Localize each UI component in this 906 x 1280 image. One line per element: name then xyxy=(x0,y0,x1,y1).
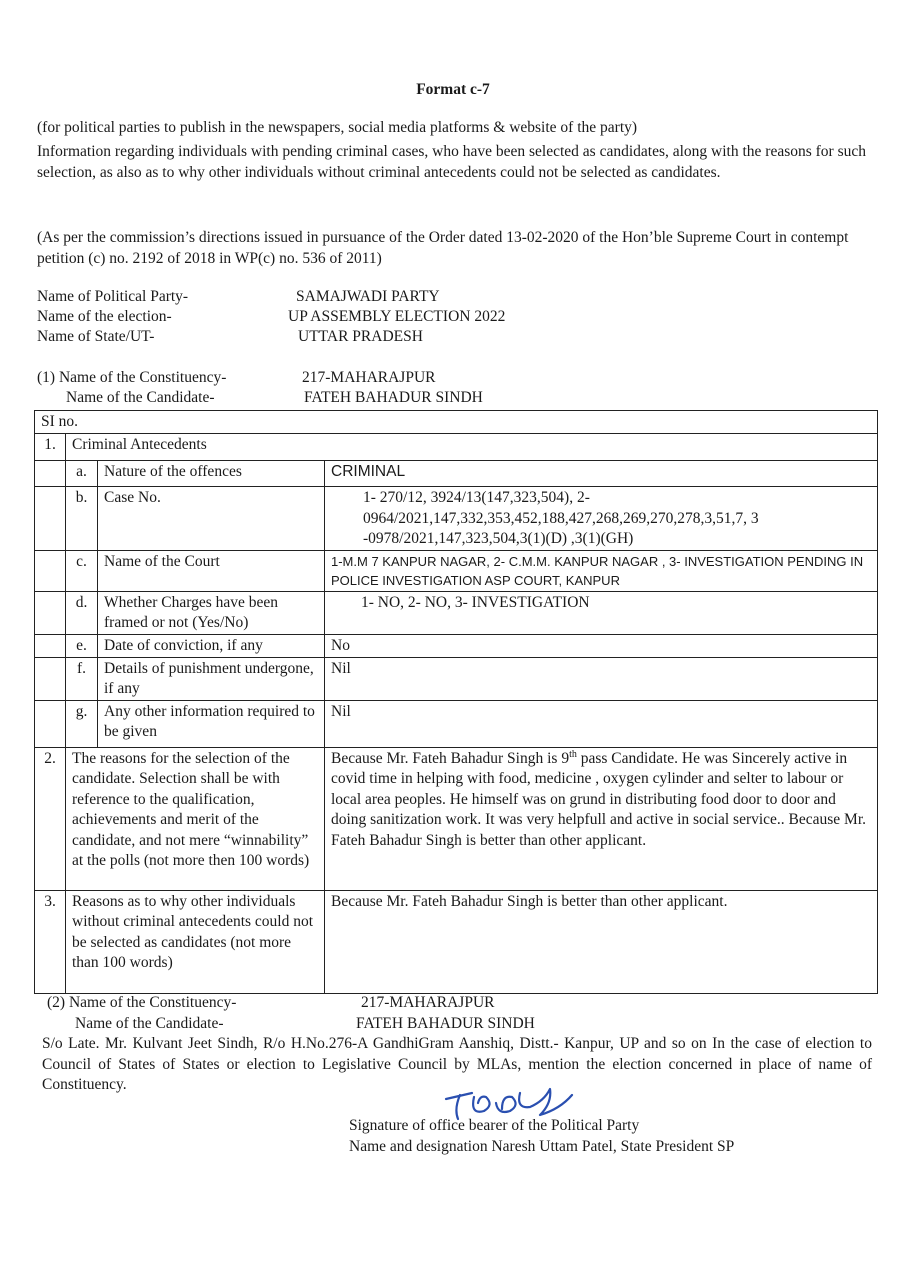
row-label: Any other information required to be given xyxy=(98,700,325,747)
case-numbers: 1- 270/12, 3924/13(147,323,504), 2-0964/2021,147,332,353,452,188,427,268,269,270,278,3,51,7, 3 -0978/2021,147,323,504,3(1)(D) ,3(1)(GH) xyxy=(325,487,878,551)
row-letter: e. xyxy=(66,634,98,657)
section-3-number: 3. xyxy=(35,890,66,993)
row-label: Details of punishment undergone, if any xyxy=(98,657,325,700)
blank-cell xyxy=(35,591,66,634)
section-1-title: Criminal Antecedents xyxy=(66,434,878,461)
row-letter: b. xyxy=(66,487,98,551)
candidate-label-1: Name of the Candidate- xyxy=(66,389,215,406)
other-information: Nil xyxy=(325,700,878,747)
row-label: Whether Charges have been framed or not (Yes/No) xyxy=(98,591,325,634)
punishment-details: Nil xyxy=(325,657,878,700)
table-row xyxy=(35,657,878,700)
court-name: 1-M.M 7 KANPUR NAGAR, 2- C.M.M. KANPUR NAGAR , 3- INVESTIGATION PENDING IN POLICE INVESTIGATION ASP COURT, KANPUR xyxy=(325,550,878,591)
conviction-date: No xyxy=(325,634,878,657)
signature-line: Signature of office bearer of the Political Party xyxy=(349,1117,640,1134)
row-value: CRIMINAL xyxy=(325,461,878,487)
designation-line: Name and designation Naresh Uttam Patel, State President SP xyxy=(349,1138,735,1155)
constituency-value-1: 217-MAHARAJPUR xyxy=(302,369,436,386)
election-name-value: UP ASSEMBLY ELECTION 2022 xyxy=(288,308,506,325)
party-name-value: SAMAJWADI PARTY xyxy=(296,288,440,305)
table-header-row xyxy=(35,411,878,434)
blank-cell xyxy=(35,487,66,551)
party-name-label: Name of Political Party- xyxy=(37,288,189,305)
section-2-text-a: Because Mr. Fateh Bahadur Singh is 9 xyxy=(331,749,570,767)
section-1-number: 1. xyxy=(35,434,66,461)
constituency-label-1: (1) Name of the Constituency- xyxy=(37,369,227,386)
row-label: Date of conviction, if any xyxy=(98,634,325,657)
candidate-label-2: Name of the Candidate- xyxy=(75,1015,224,1032)
section-2-text-b: pass Candidate. He was Sincerely active in covid time in helping with food, medicine , oxygen cylinder and selter to labour or local area peoples. He himself was on grund in distributing food door to door and doing sanitization work. It was very helpfull and active in social service.. Because Mr. Fateh Bahadur Singh is better than other applicant. xyxy=(331,749,867,849)
row-label: Case No. xyxy=(98,487,325,551)
candidate-value-2: FATEH BAHADUR SINDH xyxy=(356,1015,535,1032)
row-letter: g. xyxy=(66,700,98,747)
footer-note: S/o Late. Mr. Kulvant Jeet Sindh, R/o H.No.276-A GandhiGram Aanshiq, Distt.- Kanpur, UP and so on In the case of election to Council of States of States or election to Legislative Council by MLAs, mention the election concerned in place of name of Constituency. xyxy=(42,1035,872,1093)
section-2-number: 2. xyxy=(35,747,66,890)
section-3-row xyxy=(35,890,878,993)
candidate-value-1: FATEH BAHADUR SINDH xyxy=(304,389,483,406)
row-letter: f. xyxy=(66,657,98,700)
blank-cell xyxy=(35,634,66,657)
state-name-value: UTTAR PRADESH xyxy=(298,328,423,345)
table-row xyxy=(35,550,878,591)
section-2-label: The reasons for the selection of the candidate. Selection shall be with reference to the qualification, achievements and merit of the candidate, and not mere “winnability” at the polls (not more then 100 words) xyxy=(66,747,325,890)
section-2-value xyxy=(325,747,878,890)
constituency-value-2: 217-MAHARAJPUR xyxy=(361,994,495,1011)
intro-publication-note: (for political parties to publish in the newspapers, social media platforms & website of the party) xyxy=(37,119,638,136)
section-2-superscript: th xyxy=(569,748,577,760)
row-label: Nature of the offences xyxy=(98,461,325,487)
si-no-header: SI no. xyxy=(35,411,878,434)
blank-cell xyxy=(35,657,66,700)
blank-cell xyxy=(35,550,66,591)
intro-description: Information regarding individuals with pending criminal cases, who have been selected as candidates, along with the reasons for such selection, as also as to why other individuals without criminal antecedents could not be selected as candidates. xyxy=(37,143,867,181)
intro-order-reference: (As per the commission’s directions issued in pursuance of the Order dated 13-02-2020 of the Hon’ble Supreme Court in contempt petition (c) no. 2192 of 2018 in WP(c) no. 536 of 2011) xyxy=(37,229,849,267)
section-2-row xyxy=(35,747,878,890)
criminal-antecedents-table xyxy=(34,410,878,994)
blank-cell xyxy=(35,700,66,747)
row-letter: a. xyxy=(66,461,98,487)
row-letter: c. xyxy=(66,550,98,591)
section-3-value: Because Mr. Fateh Bahadur Singh is better than other applicant. xyxy=(325,890,878,993)
blank-cell xyxy=(35,461,66,487)
table-row xyxy=(35,591,878,634)
table-row xyxy=(35,634,878,657)
section-3-label: Reasons as to why other individuals without criminal antecedents could not be selected as candidates (not more than 100 words) xyxy=(66,890,325,993)
table-row xyxy=(35,700,878,747)
charges-framed: 1- NO, 2- NO, 3- INVESTIGATION xyxy=(325,591,878,634)
section-1-row xyxy=(35,434,878,461)
state-name-label: Name of State/UT- xyxy=(37,328,155,345)
election-name-label: Name of the election- xyxy=(37,308,172,325)
row-letter: d. xyxy=(66,591,98,634)
constituency-label-2: (2) Name of the Constituency- xyxy=(47,994,237,1011)
row-label: Name of the Court xyxy=(98,550,325,591)
table-row xyxy=(35,461,878,487)
document-title: Format c-7 xyxy=(416,81,490,98)
table-row xyxy=(35,487,878,551)
